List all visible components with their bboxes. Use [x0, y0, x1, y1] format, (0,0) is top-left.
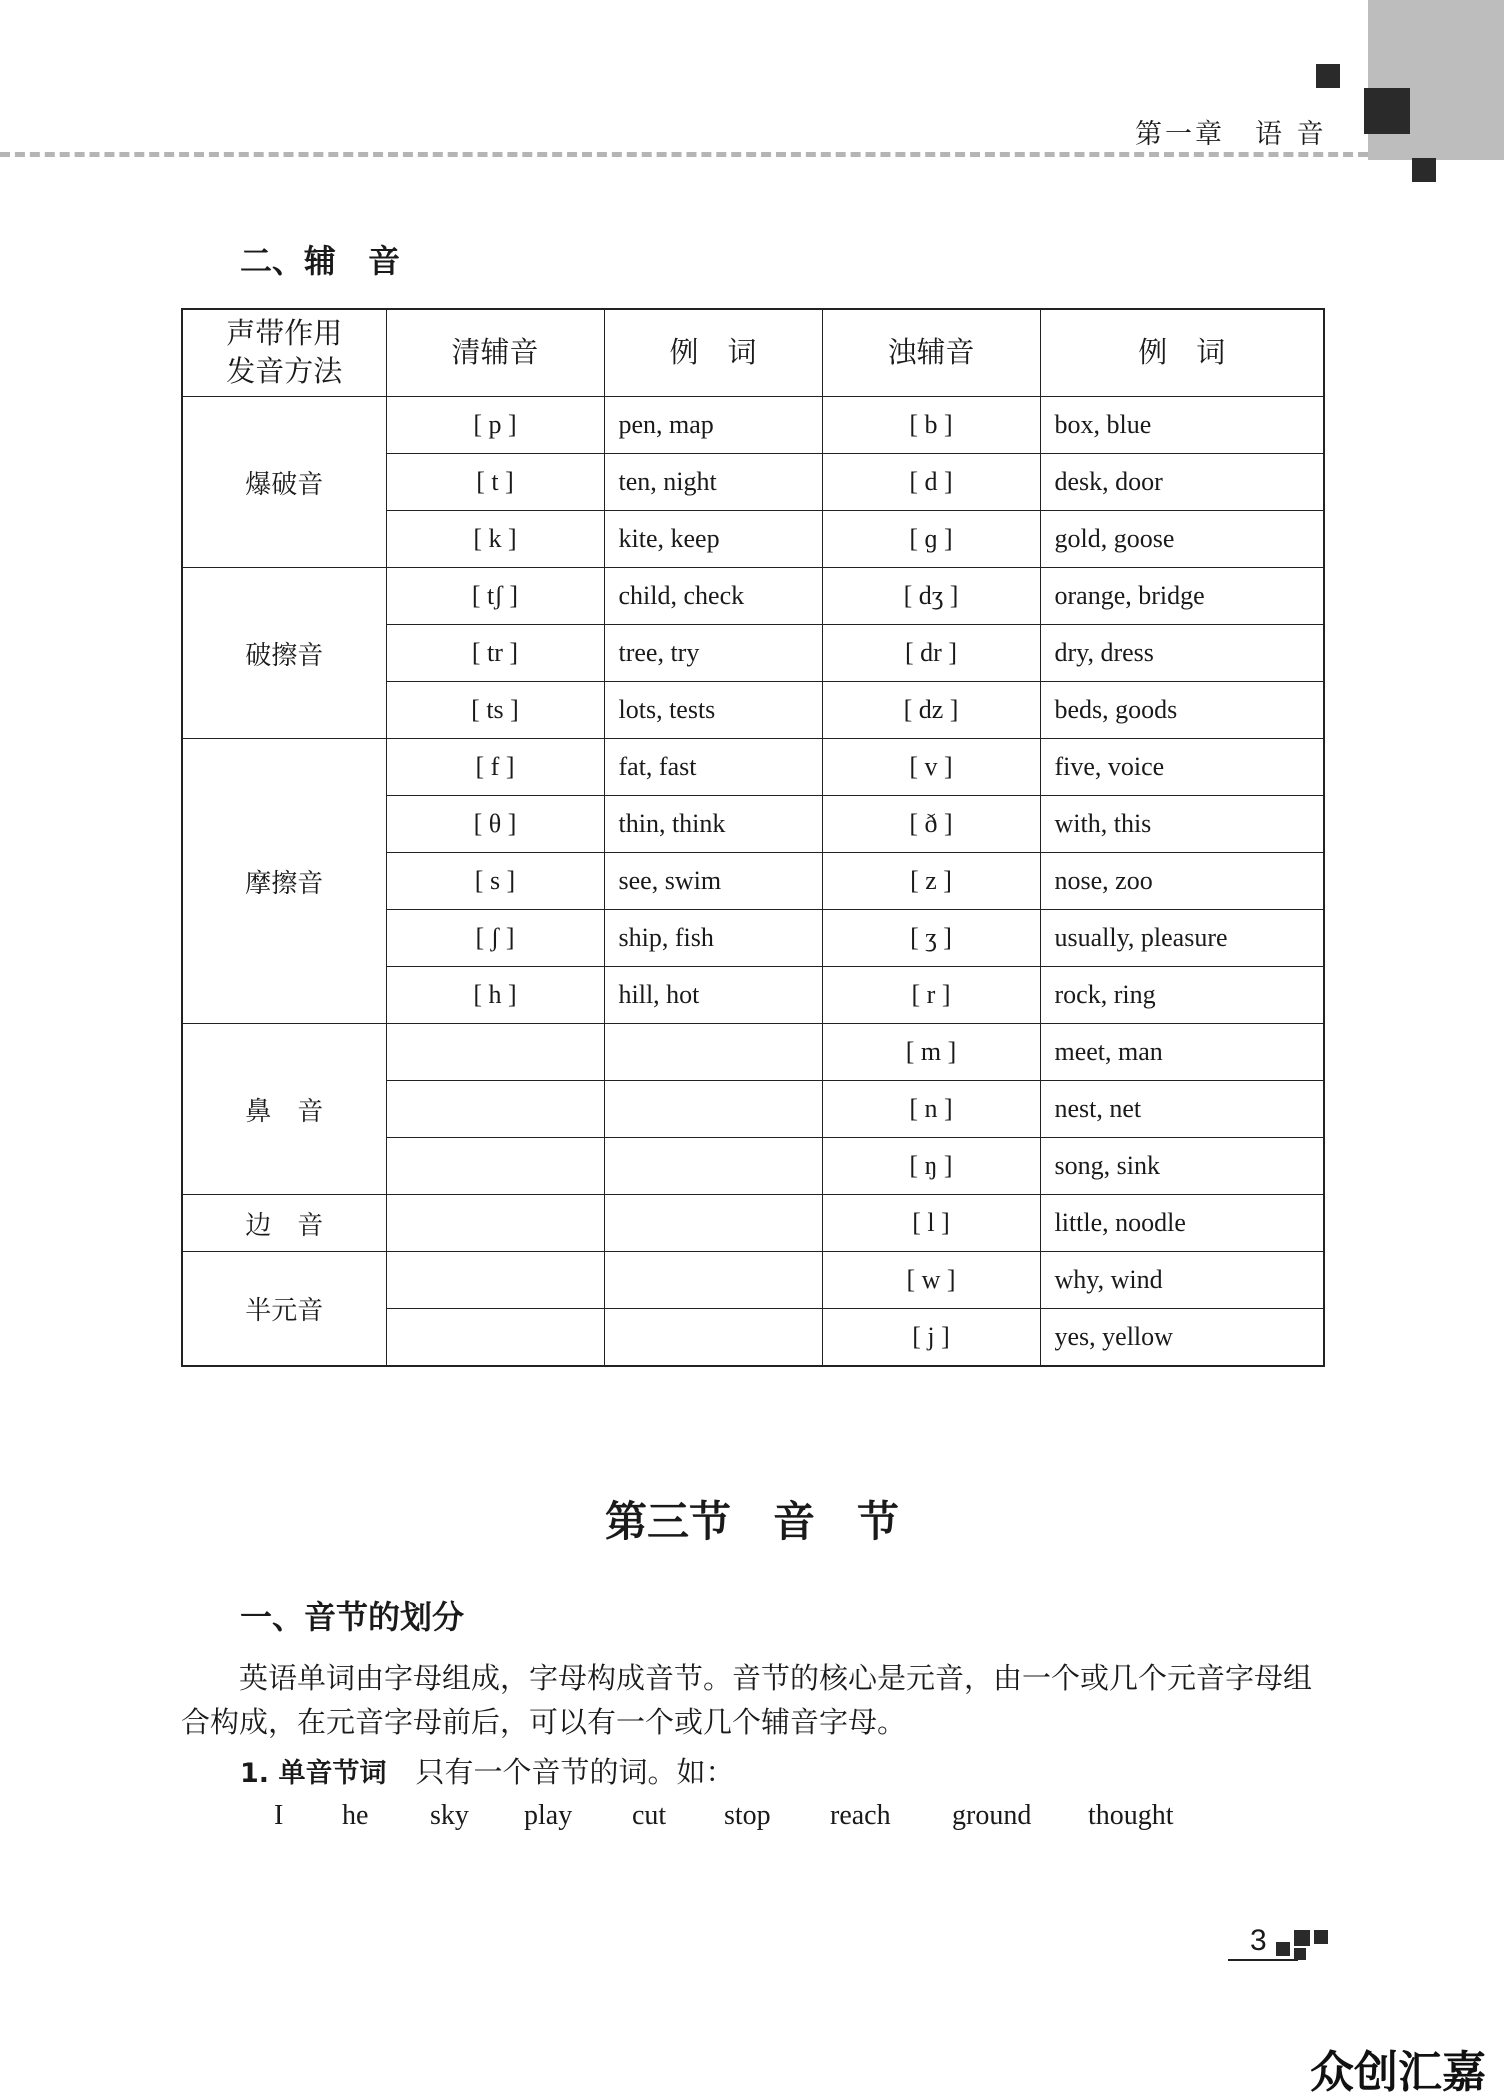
header-square-2: [1364, 88, 1410, 134]
voiced-symbol-cell: [ l ]: [822, 1195, 1040, 1252]
manner-cell: 爆破音: [182, 397, 386, 568]
consonant-table: [181, 308, 1325, 1367]
voiced-example-cell: nose, zoo: [1040, 853, 1324, 910]
voiceless-example-cell: ten, night: [604, 454, 822, 511]
list-item-monosyllabic: [240, 1750, 734, 1791]
voiceless-example-cell: [604, 1195, 822, 1252]
voiceless-symbol-cell: [ s ]: [386, 853, 604, 910]
voiced-symbol-cell: [ ʒ ]: [822, 910, 1040, 967]
voiceless-example-cell: see, swim: [604, 853, 822, 910]
voiceless-symbol-cell: [ f ]: [386, 739, 604, 796]
table-row: [182, 1252, 1324, 1309]
voiced-symbol-cell: [ n ]: [822, 1081, 1040, 1138]
voiced-example-cell: with, this: [1040, 796, 1324, 853]
footer-square-4: [1314, 1930, 1328, 1944]
voiced-symbol-cell: [ j ]: [822, 1309, 1040, 1367]
header-square-1: [1316, 64, 1340, 88]
voiceless-example-cell: [604, 1252, 822, 1309]
voiced-example-cell: rock, ring: [1040, 967, 1324, 1024]
voiced-example-cell: little, noodle: [1040, 1195, 1324, 1252]
example-word: thought: [1088, 1800, 1174, 1831]
voiced-symbol-cell: [ dʒ ]: [822, 568, 1040, 625]
corner-line-voicing: 声带作用: [226, 318, 343, 350]
voiced-example-cell: usually, pleasure: [1040, 910, 1324, 967]
manner-cell: 破擦音: [182, 568, 386, 739]
voiced-example-cell: orange, bridge: [1040, 568, 1324, 625]
voiceless-symbol-cell: [ tʃ ]: [386, 568, 604, 625]
voiceless-symbol-cell: [ ts ]: [386, 682, 604, 739]
table-row: [182, 1195, 1324, 1252]
voiceless-example-cell: ship, fish: [604, 910, 822, 967]
page-number: 3: [1250, 1924, 1267, 1957]
voiced-example-cell: box, blue: [1040, 397, 1324, 454]
voiceless-example-cell: lots, tests: [604, 682, 822, 739]
voiceless-symbol-cell: [386, 1081, 604, 1138]
voiced-example-cell: five, voice: [1040, 739, 1324, 796]
voiceless-example-cell: [604, 1081, 822, 1138]
voiceless-symbol-cell: [386, 1252, 604, 1309]
voiced-symbol-cell: [ ð ]: [822, 796, 1040, 853]
example-word: I: [274, 1800, 284, 1831]
voiced-example-cell: why, wind: [1040, 1252, 1324, 1309]
example-word: he: [342, 1800, 369, 1831]
voiceless-symbol-cell: [ tr ]: [386, 625, 604, 682]
voiceless-symbol-cell: [ h ]: [386, 967, 604, 1024]
header-voiceless: 清辅音: [386, 309, 604, 397]
example-word: reach: [830, 1800, 891, 1831]
voiceless-example-cell: child, check: [604, 568, 822, 625]
table-row: [182, 739, 1324, 796]
example-word: cut: [632, 1800, 667, 1831]
voiceless-example-cell: fat, fast: [604, 739, 822, 796]
example-word: play: [524, 1800, 573, 1831]
voiceless-example-cell: pen, map: [604, 397, 822, 454]
voiceless-symbol-cell: [386, 1138, 604, 1195]
voiceless-symbol-cell: [ ʃ ]: [386, 910, 604, 967]
voiceless-example-cell: hill, hot: [604, 967, 822, 1024]
voiceless-example-cell: tree, try: [604, 625, 822, 682]
corner-line-manner: 发音方法: [226, 356, 343, 388]
voiced-symbol-cell: [ dr ]: [822, 625, 1040, 682]
running-header-chapter: 第一章 语 音: [1135, 119, 1327, 150]
footer-square-3: [1294, 1948, 1306, 1960]
voiceless-symbol-cell: [ t ]: [386, 454, 604, 511]
voiced-example-cell: desk, door: [1040, 454, 1324, 511]
manner-cell: 摩擦音: [182, 739, 386, 1024]
footer-square-1: [1276, 1942, 1290, 1956]
manner-cell: 边 音: [182, 1195, 386, 1252]
header-example-voiceless: 例 词: [604, 309, 822, 397]
voiced-example-cell: yes, yellow: [1040, 1309, 1324, 1367]
voiceless-symbol-cell: [ k ]: [386, 511, 604, 568]
voiceless-symbol-cell: [386, 1024, 604, 1081]
body-paragraph: 英语单词由字母组成，字母构成音节。音节的核心是元音，由一个或几个元音字母组合构成，在元音字母前后，可以有一个或几个辅音字母。: [181, 1661, 1313, 1739]
header-square-3: [1412, 158, 1436, 182]
voiced-symbol-cell: [ z ]: [822, 853, 1040, 910]
voiced-example-cell: meet, man: [1040, 1024, 1324, 1081]
voiced-symbol-cell: [ d ]: [822, 454, 1040, 511]
example-word: sky: [430, 1800, 469, 1831]
section-title-consonants: 二、辅 音: [240, 242, 401, 280]
voiced-symbol-cell: [ ɡ ]: [822, 511, 1040, 568]
example-word: stop: [724, 1800, 771, 1831]
header-voiced: 浊辅音: [822, 309, 1040, 397]
voiced-example-cell: gold, goose: [1040, 511, 1324, 568]
voiceless-example-cell: [604, 1309, 822, 1367]
voiced-symbol-cell: [ r ]: [822, 967, 1040, 1024]
header-gray-block: [1368, 0, 1504, 160]
voiced-symbol-cell: [ b ]: [822, 397, 1040, 454]
voiceless-example-cell: kite, keep: [604, 511, 822, 568]
list-item-text: 只有一个音节的词。如：: [386, 1755, 735, 1789]
header-example-voiced: 例 词: [1040, 309, 1324, 397]
manner-cell: 半元音: [182, 1252, 386, 1367]
voiceless-symbol-cell: [ θ ]: [386, 796, 604, 853]
voiced-symbol-cell: [ v ]: [822, 739, 1040, 796]
voiceless-example-cell: [604, 1138, 822, 1195]
voiceless-example-cell: [604, 1024, 822, 1081]
footer-square-2: [1294, 1930, 1310, 1946]
table-row: [182, 568, 1324, 625]
list-item-label: 1. 单音节词: [240, 1758, 387, 1789]
header-corner: [182, 309, 386, 397]
voiceless-symbol-cell: [386, 1309, 604, 1367]
header-dashed-rule: [0, 152, 1368, 157]
voiceless-symbol-cell: [386, 1195, 604, 1252]
voiced-symbol-cell: [ ŋ ]: [822, 1138, 1040, 1195]
example-word: ground: [952, 1800, 1032, 1831]
voiced-example-cell: nest, net: [1040, 1081, 1324, 1138]
voiced-symbol-cell: [ m ]: [822, 1024, 1040, 1081]
table-row: [182, 397, 1324, 454]
subsection-title-syllable-division: 一、音节的划分: [240, 1598, 465, 1636]
table-header-row: [182, 309, 1324, 397]
manner-cell: 鼻 音: [182, 1024, 386, 1195]
voiceless-symbol-cell: [ p ]: [386, 397, 604, 454]
table-row: [182, 1024, 1324, 1081]
voiced-example-cell: dry, dress: [1040, 625, 1324, 682]
voiceless-example-cell: thin, think: [604, 796, 822, 853]
voiced-symbol-cell: [ w ]: [822, 1252, 1040, 1309]
voiced-example-cell: song, sink: [1040, 1138, 1324, 1195]
page-number-underline: [1228, 1959, 1298, 1961]
voiced-symbol-cell: [ dz ]: [822, 682, 1040, 739]
publisher-watermark: 众创汇嘉: [1310, 2047, 1486, 2098]
voiced-example-cell: beds, goods: [1040, 682, 1324, 739]
section-title-syllables: 第三节 音 节: [604, 1496, 899, 1546]
